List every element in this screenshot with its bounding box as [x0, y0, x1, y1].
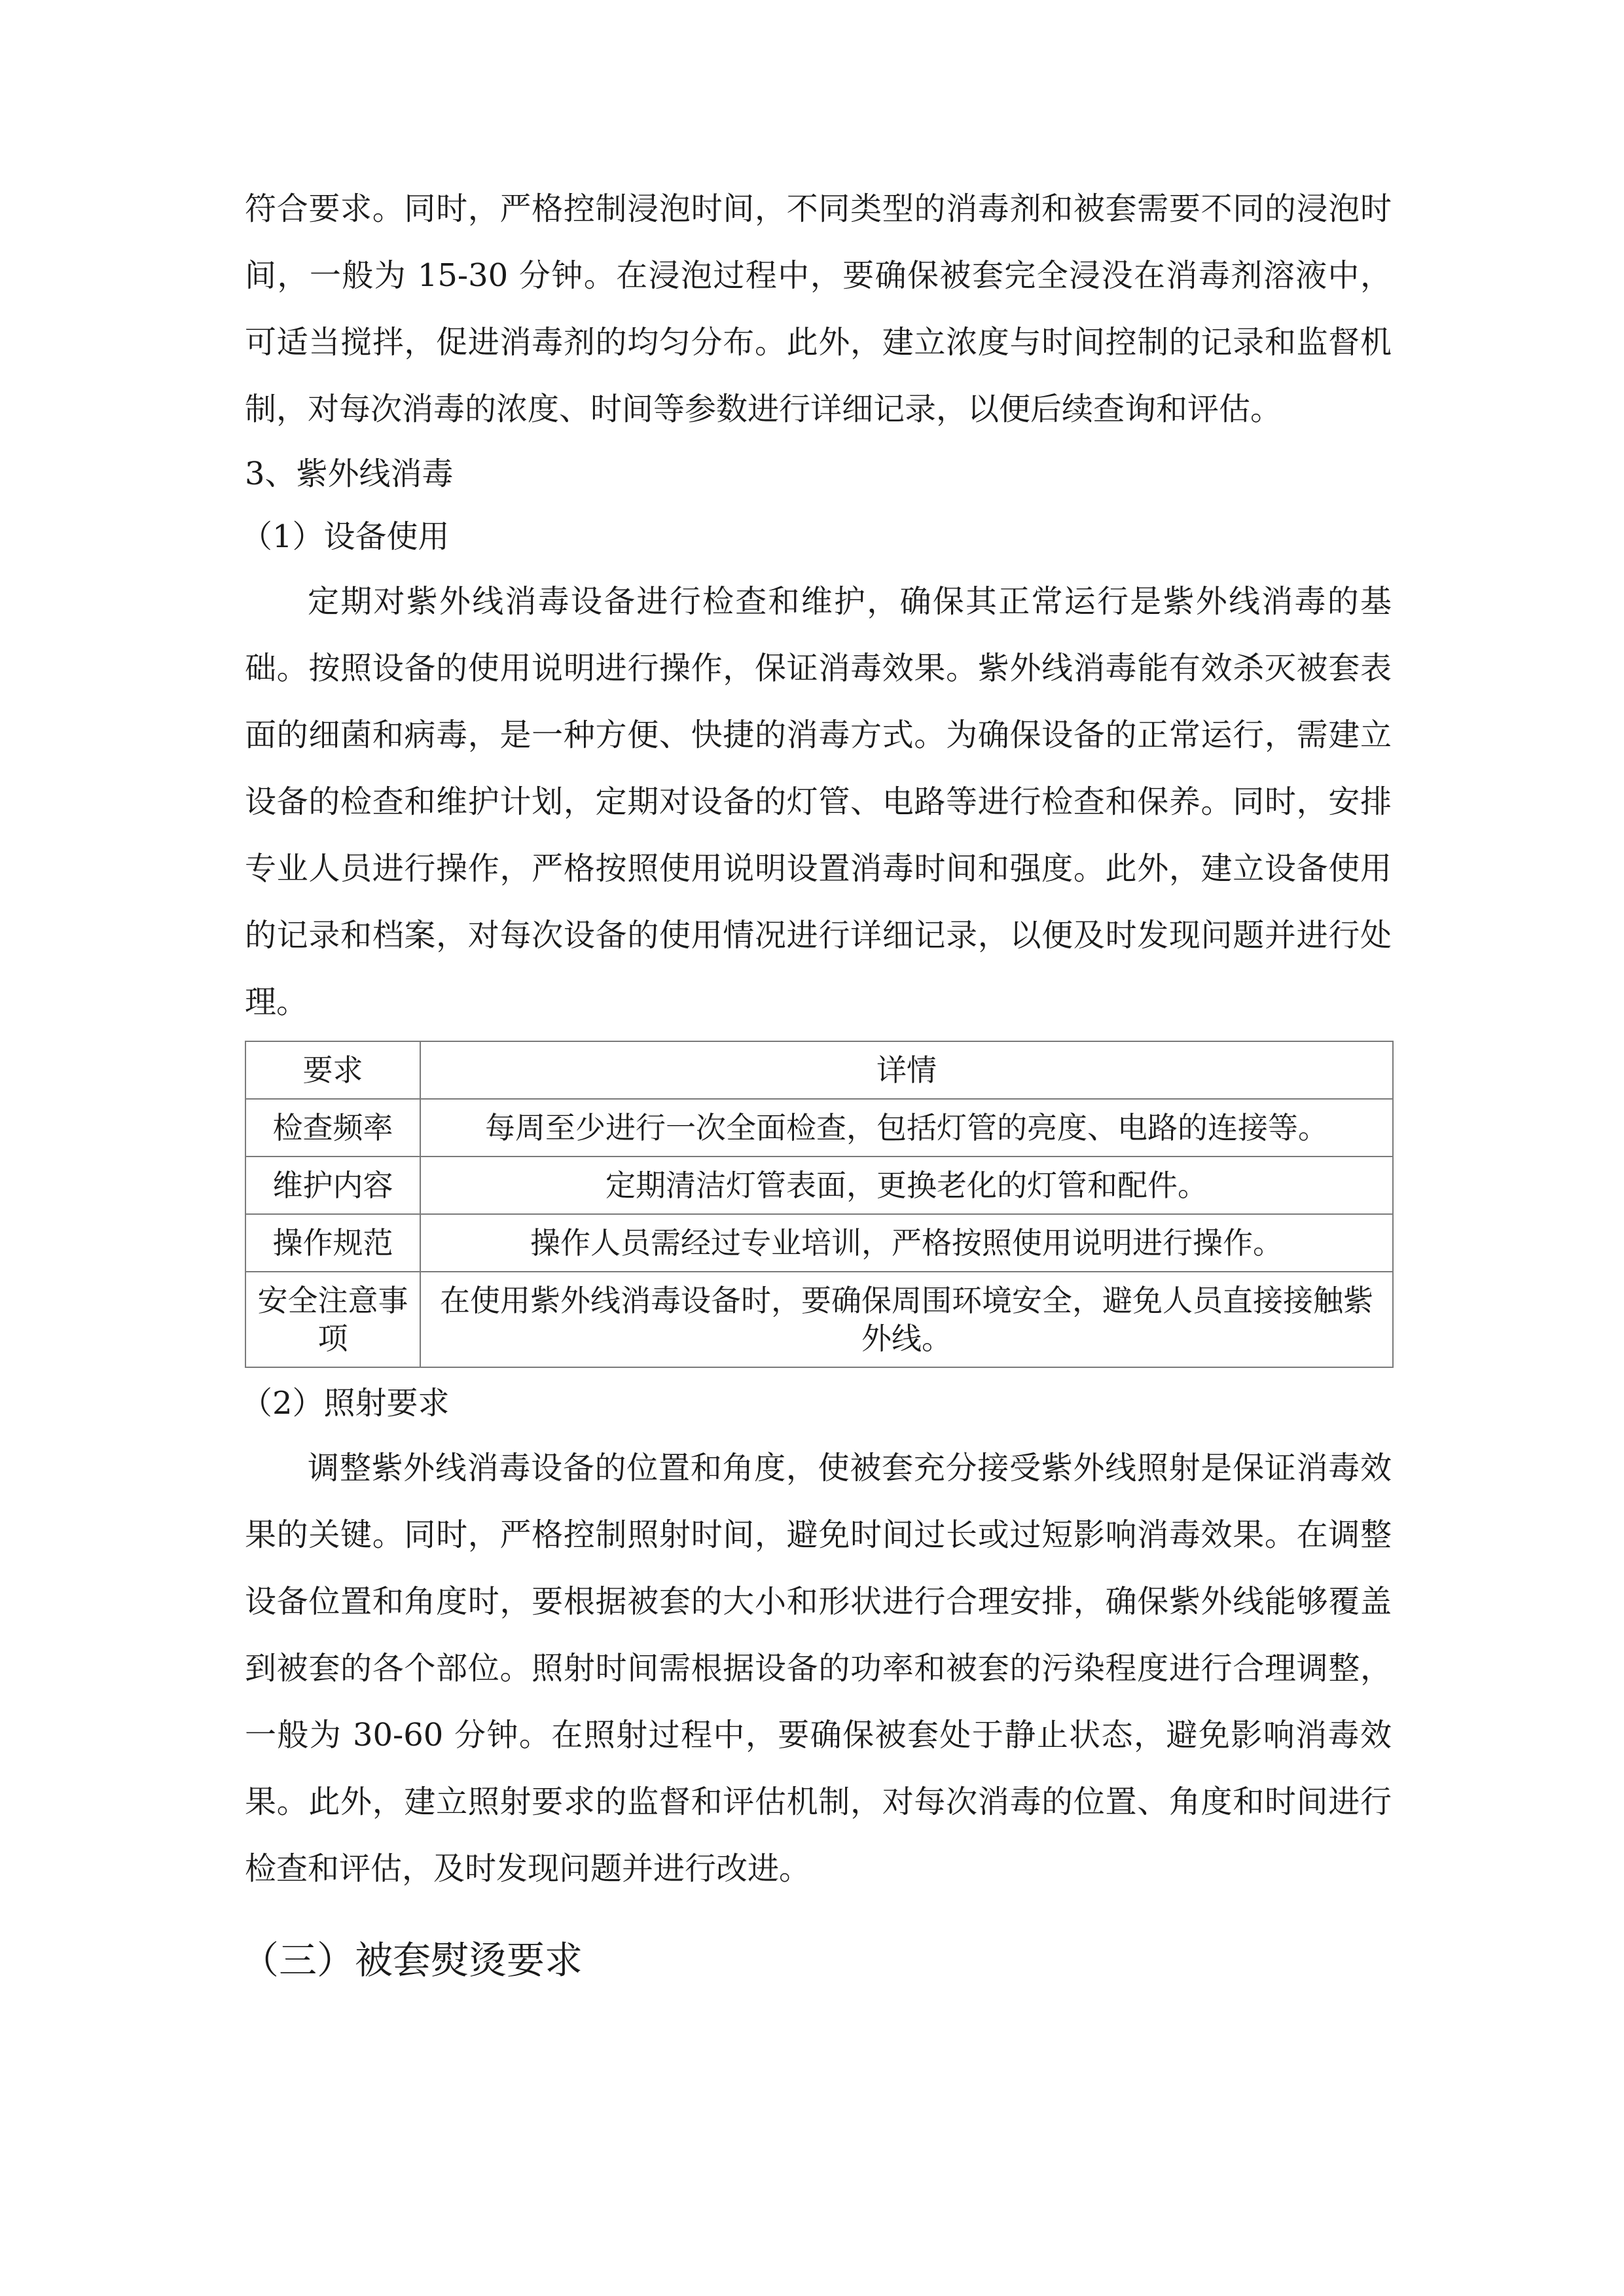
table-cell-detail: 每周至少进行一次全面检查，包括灯管的亮度、电路的连接等。	[420, 1099, 1393, 1157]
table-cell-detail: 定期清洁灯管表面，更换老化的灯管和配件。	[420, 1157, 1393, 1214]
table-row	[245, 1214, 1393, 1272]
table-row	[245, 1099, 1393, 1157]
table-cell-detail: 在使用紫外线消毒设备时，要确保周围环境安全，避免人员直接接触紫外线。	[420, 1272, 1393, 1367]
intro-paragraph: 符合要求。同时，严格控制浸泡时间，不同类型的消毒剂和被套需要不同的浸泡时间，一般为 15-30 分钟。在浸泡过程中，要确保被套完全浸没在消毒剂溶液中，可适当搅拌，促进消毒剂的均匀分布。此外，建立浓度与时间控制的记录和监督机制，对每次消毒的浓度、时间等参数进行详细记录，以便后续查询和评估。	[245, 190, 1392, 427]
table-cell-requirement: 安全注意事项	[245, 1272, 420, 1367]
subsection-irradiation-title: （2）照射要求	[241, 1385, 450, 1422]
table-header-cell: 要求	[245, 1041, 420, 1099]
document-page	[241, 175, 1392, 1996]
table-cell-requirement: 操作规范	[245, 1214, 420, 1272]
table-header-cell: 详情	[420, 1041, 1393, 1099]
table-header-row	[245, 1041, 1393, 1099]
equipment-use-paragraph: 定期对紫外线消毒设备进行检查和维护，确保其正常运行是紫外线消毒的基础。按照设备的使用说明进行操作，保证消毒效果。紫外线消毒能有效杀灭被套表面的细菌和病毒，是一种方便、快捷的消毒方式。为确保设备的正常运行，需建立设备的检查和维护计划，定期对设备的灯管、电路等进行检查和保养。同时，安排专业人员进行操作，严格按照使用说明设置消毒时间和强度。此外，建立设备使用的记录和档案，对每次设备的使用情况进行详细记录，以便及时发现问题并进行处理。	[245, 583, 1392, 1020]
table-cell-detail: 操作人员需经过专业培训，严格按照使用说明进行操作。	[420, 1214, 1393, 1272]
requirements-table	[245, 1041, 1394, 1368]
table-row	[245, 1272, 1393, 1367]
table-row	[245, 1157, 1393, 1214]
irradiation-paragraph: 调整紫外线消毒设备的位置和角度，使被套充分接受紫外线照射是保证消毒效果的关键。同时，严格控制照射时间，避免时间过长或过短影响消毒效果。在调整设备位置和角度时，要根据被套的大小和形状进行合理安排，确保紫外线能够覆盖到被套的各个部位。照射时间需根据设备的功率和被套的污染程度进行合理调整，一般为 30-60 分钟。在照射过程中，要确保被套处于静止状态，避免影响消毒效果。此外，建立照射要求的监督和评估机制，对每次消毒的位置、角度和时间进行检查和评估，及时发现问题并进行改进。	[245, 1450, 1392, 1887]
table-cell-requirement: 检查频率	[245, 1099, 420, 1157]
section-ironing-title: （三）被套熨烫要求	[241, 1938, 583, 1982]
section-3-title: 3、紫外线消毒	[245, 456, 454, 492]
table-cell-requirement: 维护内容	[245, 1157, 420, 1214]
subsection-equipment-use-title: （1）设备使用	[241, 518, 450, 555]
